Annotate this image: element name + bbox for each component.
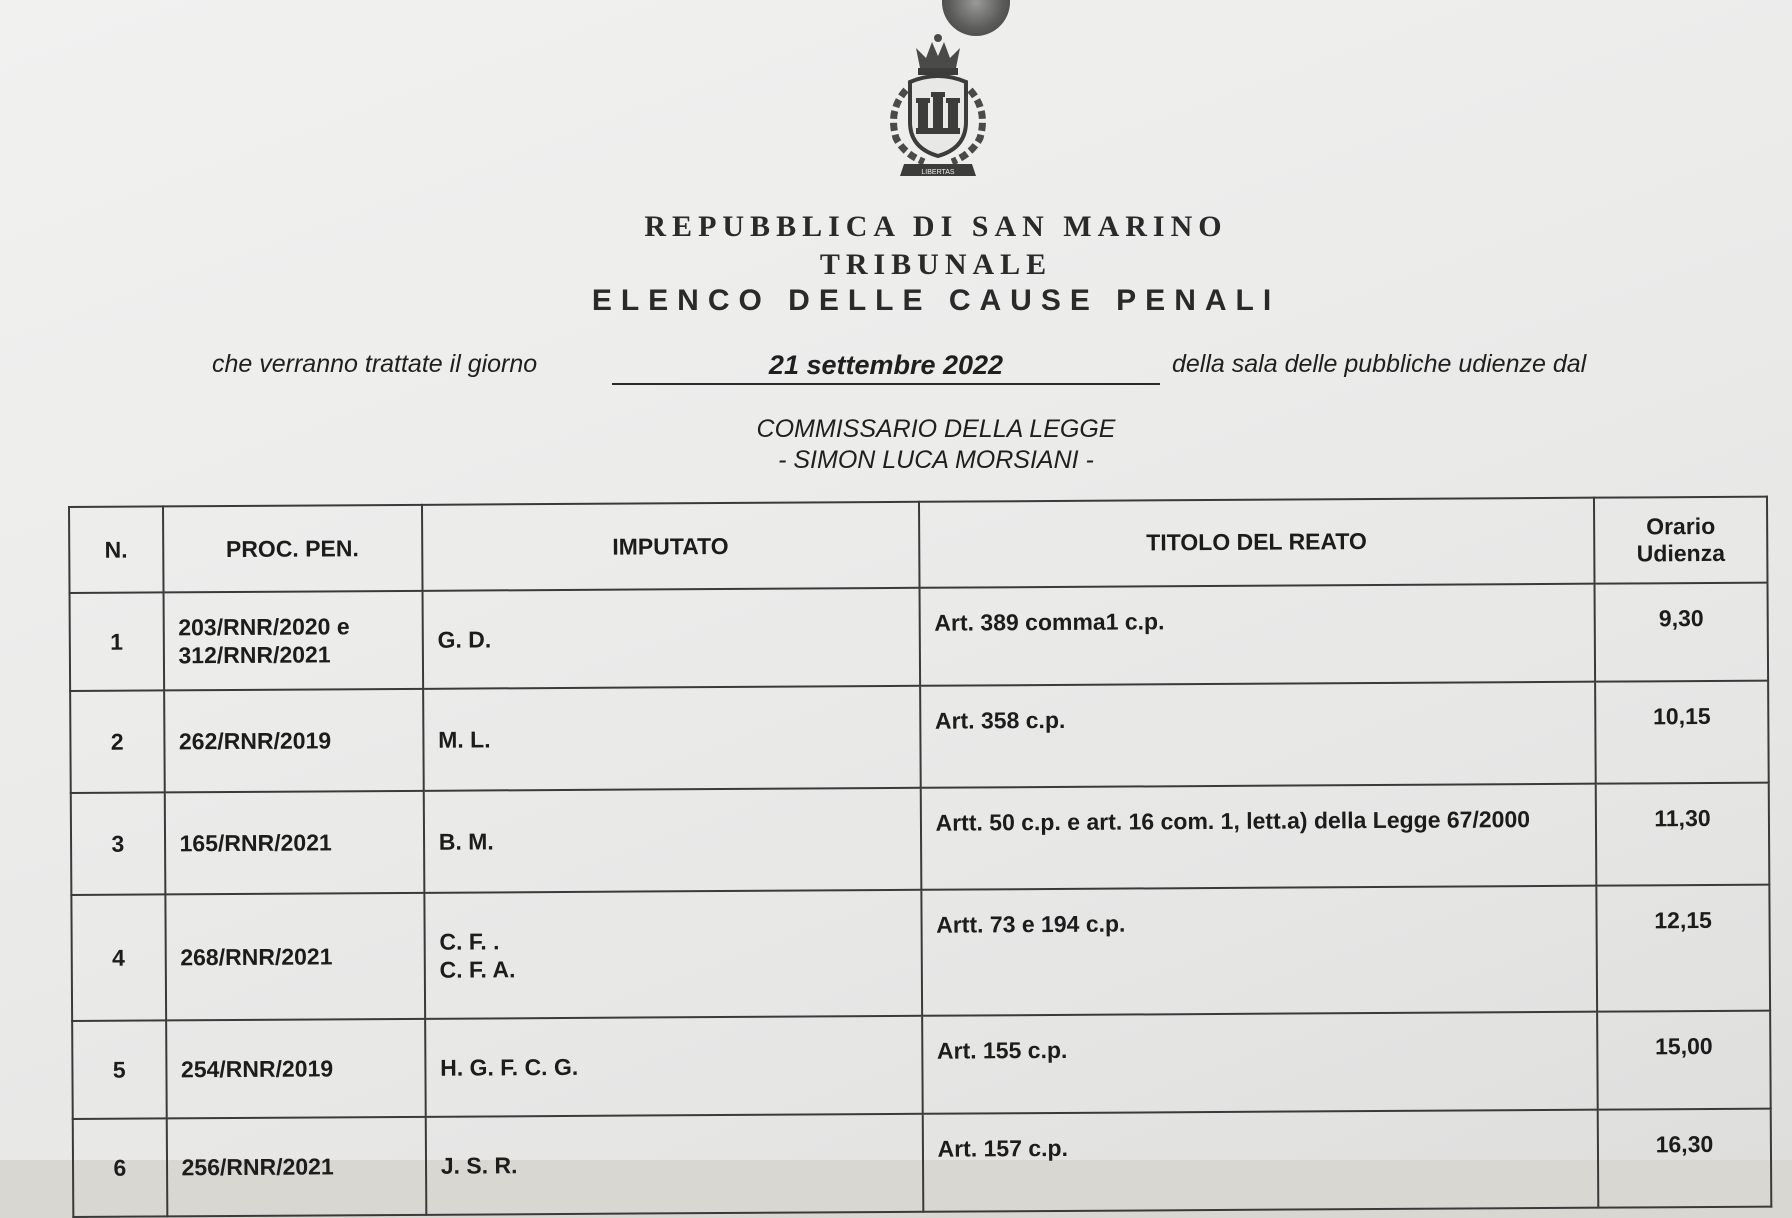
- table-row: [70, 681, 1769, 793]
- row-number: 1: [70, 592, 164, 691]
- imputato-name: J. S. R.: [440, 1152, 518, 1179]
- titolo-reato: Art. 157 c.p.: [922, 1110, 1598, 1212]
- orario-udienza: 12,15: [1596, 885, 1770, 1012]
- col-header-imputato: IMPUTATO: [422, 502, 919, 591]
- orario-udienza: 11,30: [1596, 783, 1770, 886]
- imputato: [423, 788, 920, 893]
- proc-pen: 203/RNR/2020 e 312/RNR/2021: [163, 591, 423, 691]
- row-number: 2: [70, 690, 164, 793]
- table-row: [70, 583, 1769, 691]
- row-number: 3: [71, 792, 165, 895]
- judge-name: - SIMON LUCA MORSIANI -: [778, 446, 1094, 474]
- san-marino-coat-of-arms-icon: [880, 30, 996, 180]
- row-number: 4: [71, 894, 165, 1021]
- list-title: ELENCO DELLE CAUSE PENALI: [591, 284, 1281, 317]
- titolo-reato: Art. 358 c.p.: [920, 682, 1596, 788]
- imputato: [425, 1016, 922, 1117]
- table-row: [73, 1109, 1772, 1217]
- col-header-orario-line1: Orario: [1646, 512, 1716, 539]
- imputato: [422, 588, 919, 689]
- orario-udienza: 10,15: [1595, 681, 1769, 784]
- titolo-reato: Art. 389 comma1 c.p.: [919, 584, 1595, 686]
- proc-pen: 268/RNR/2021: [165, 893, 425, 1021]
- proc-pen: 256/RNR/2021: [166, 1117, 426, 1217]
- col-header-titolo: TITOLO DEL REATO: [919, 498, 1595, 588]
- republic-heading: REPUBBLICA DI SAN MARINO: [644, 210, 1228, 243]
- titolo-reato: Artt. 73 e 194 c.p.: [921, 886, 1597, 1016]
- table-row: [71, 885, 1770, 1021]
- imputato-name: M. L.: [438, 726, 491, 753]
- proc-pen: 254/RNR/2019: [166, 1019, 426, 1119]
- row-number: 5: [72, 1020, 166, 1119]
- col-header-proc: PROC. PEN.: [163, 505, 423, 593]
- orario-udienza: 16,30: [1598, 1109, 1772, 1208]
- col-header-n: N.: [69, 506, 163, 593]
- emblem-motto: LIBERTAS: [921, 169, 955, 176]
- imputato-name: H. G. F. C. G.: [440, 1053, 579, 1081]
- proc-pen: 165/RNR/2021: [164, 791, 424, 895]
- proc-pen: 262/RNR/2019: [164, 689, 424, 793]
- imputato: [425, 1114, 922, 1215]
- orario-udienza: 9,30: [1595, 583, 1769, 682]
- table-header-row: [69, 497, 1767, 593]
- judge-title: COMMISSARIO DELLA LEGGE: [756, 415, 1116, 443]
- intro-prefix: che verranno trattate il giorno: [212, 350, 538, 378]
- cases-table: [68, 496, 1772, 1218]
- imputato-name: B. M.: [438, 828, 494, 855]
- orario-udienza: 15,00: [1597, 1011, 1771, 1110]
- titolo-reato: Art. 155 c.p.: [922, 1012, 1598, 1114]
- hearing-date: 21 settembre 2022: [612, 350, 1160, 385]
- titolo-reato: Artt. 50 c.p. e art. 16 com. 1, lett.a) della Legge 67/2000: [920, 784, 1596, 890]
- col-header-orario: [1594, 497, 1767, 584]
- table-row: [72, 1011, 1771, 1119]
- imputato: [423, 686, 920, 791]
- imputato: [424, 890, 922, 1019]
- intro-suffix: della sala delle pubbliche udienze dal: [1172, 350, 1587, 378]
- imputato-name: C. F. A.: [439, 956, 516, 983]
- imputato-name: G. D.: [437, 626, 492, 653]
- imputato-name: C. F. .: [439, 928, 500, 955]
- table-row: [71, 783, 1770, 895]
- col-header-orario-line2: Udienza: [1636, 539, 1726, 566]
- court-heading: TRIBUNALE: [819, 248, 1053, 281]
- row-number: 6: [73, 1118, 167, 1217]
